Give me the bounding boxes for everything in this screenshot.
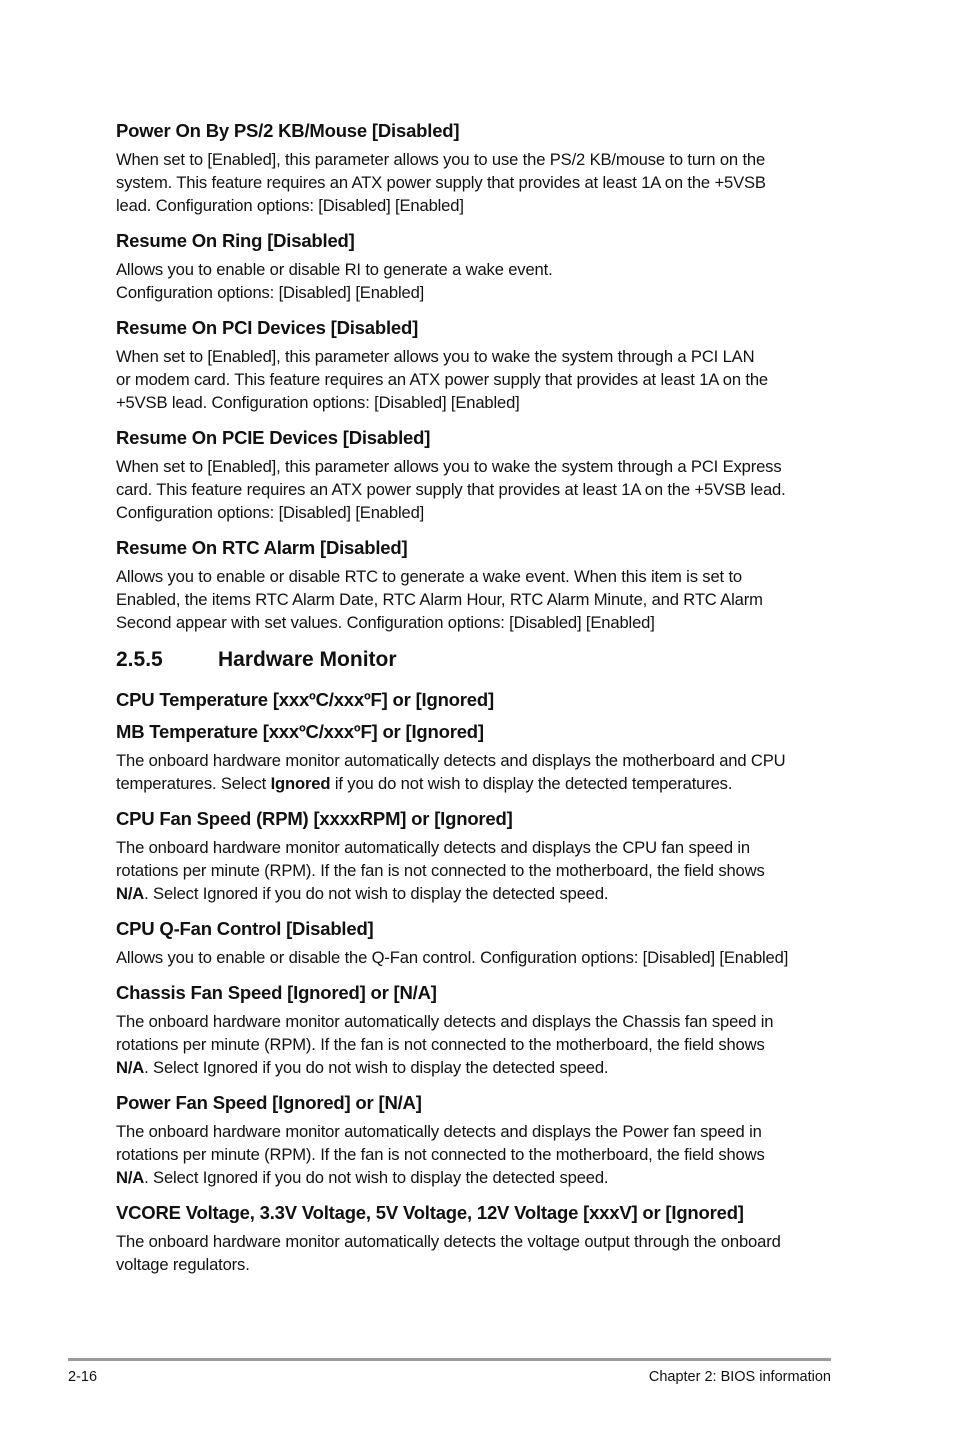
footer-divider bbox=[68, 1358, 831, 1361]
item-heading: Resume On RTC Alarm [Disabled] bbox=[116, 537, 408, 558]
item-description: The onboard hardware monitor automatically detects and displays the Chassis fan speed in rotations per minute (RPM). If the fan is not connected to the motherboard, the field shows N/A. Select Ignored if you do not wish to display the detected speed. bbox=[116, 1012, 774, 1077]
item-description: Allows you to enable or disable the Q-Fan control. Configuration options: [Disabled] [Enabled] bbox=[116, 948, 789, 967]
item-description: When set to [Enabled], this parameter allows you to wake the system through a PCI LAN or modem card. This feature requires an ATX power supply that provides at least 1A on the +5VSB lead. Configuration options: [Disabled] [Enabled] bbox=[116, 347, 768, 412]
setting-item bbox=[116, 535, 846, 634]
item-description: When set to [Enabled], this parameter allows you to use the PS/2 KB/mouse to turn on the system. This feature requires an ATX power supply that provides at least 1A on the +5VSB lead. Configuration options: [Disabled] [Enabled] bbox=[116, 150, 766, 215]
chapter-label: Chapter 2: BIOS information bbox=[648, 1369, 831, 1385]
item-description: Allows you to enable or disable RI to generate a wake event. Configuration options: [Disabled] [Enabled] bbox=[116, 260, 553, 302]
item-heading: CPU Q-Fan Control [Disabled] bbox=[116, 918, 374, 939]
mb-temperature-item bbox=[116, 719, 846, 795]
item-heading: VCORE Voltage, 3.3V Voltage, 5V Voltage, 12V Voltage [xxxV] or [Ignored] bbox=[116, 1202, 744, 1223]
cpu-temperature-item bbox=[116, 687, 846, 713]
item-description: The onboard hardware monitor automatically detects and displays the Power fan speed in rotations per minute (RPM). If the fan is not connected to the motherboard, the field shows N/A. Select Ignored if you do not wish to display the detected speed. bbox=[116, 1122, 765, 1187]
power-fan-speed-item bbox=[116, 1090, 846, 1189]
page-number: 2-16 bbox=[68, 1369, 98, 1385]
item-heading: Resume On Ring [Disabled] bbox=[116, 230, 355, 251]
item-heading: CPU Fan Speed (RPM) [xxxxRPM] or [Ignored] bbox=[116, 808, 513, 829]
item-description: The onboard hardware monitor automatically detects and displays the motherboard and CPU temperatures. Select Ignored if you do not wish to display the detected temperatures. bbox=[116, 751, 786, 793]
item-heading: Power On By PS/2 KB/Mouse [Disabled] bbox=[116, 120, 460, 141]
power-settings-list bbox=[116, 118, 846, 634]
item-description: When set to [Enabled], this parameter allows you to wake the system through a PCI Express card. This feature requires an ATX power supply that provides at least 1A on the +5VSB lead. Configuration options: [Disabled] [Enabled] bbox=[116, 457, 786, 522]
item-heading: Resume On PCI Devices [Disabled] bbox=[116, 317, 419, 338]
page-content bbox=[116, 118, 846, 1287]
setting-item bbox=[116, 118, 846, 217]
item-heading: Chassis Fan Speed [Ignored] or [N/A] bbox=[116, 982, 437, 1003]
section-number: 2.5.5 bbox=[116, 648, 163, 671]
item-heading: Resume On PCIE Devices [Disabled] bbox=[116, 427, 431, 448]
voltage-item bbox=[116, 1200, 846, 1276]
cpu-fan-speed-item bbox=[116, 806, 846, 905]
cpu-qfan-control-item bbox=[116, 916, 846, 969]
item-heading: Power Fan Speed [Ignored] or [N/A] bbox=[116, 1092, 422, 1113]
item-description: The onboard hardware monitor automatically detects the voltage output through the onboard voltage regulators. bbox=[116, 1232, 781, 1274]
item-description: The onboard hardware monitor automatically detects and displays the CPU fan speed in rotations per minute (RPM). If the fan is not connected to the motherboard, the field shows N/A. Select Ignored if you do not wish to display the detected speed. bbox=[116, 838, 765, 903]
setting-item bbox=[116, 425, 846, 524]
chassis-fan-speed-item bbox=[116, 980, 846, 1079]
setting-item bbox=[116, 228, 846, 304]
section-name: Hardware Monitor bbox=[218, 648, 397, 671]
section-title bbox=[116, 645, 846, 675]
setting-item bbox=[116, 315, 846, 414]
item-description: Allows you to enable or disable RTC to generate a wake event. When this item is set to Enabled, the items RTC Alarm Date, RTC Alarm Hour, RTC Alarm Minute, and RTC Alarm Second appear with set values. Configuration options: [Disabled] [Enabled] bbox=[116, 567, 763, 632]
item-heading: MB Temperature [xxxºC/xxxºF] or [Ignored] bbox=[116, 721, 484, 742]
item-heading: CPU Temperature [xxxºC/xxxºF] or [Ignored] bbox=[116, 689, 494, 710]
